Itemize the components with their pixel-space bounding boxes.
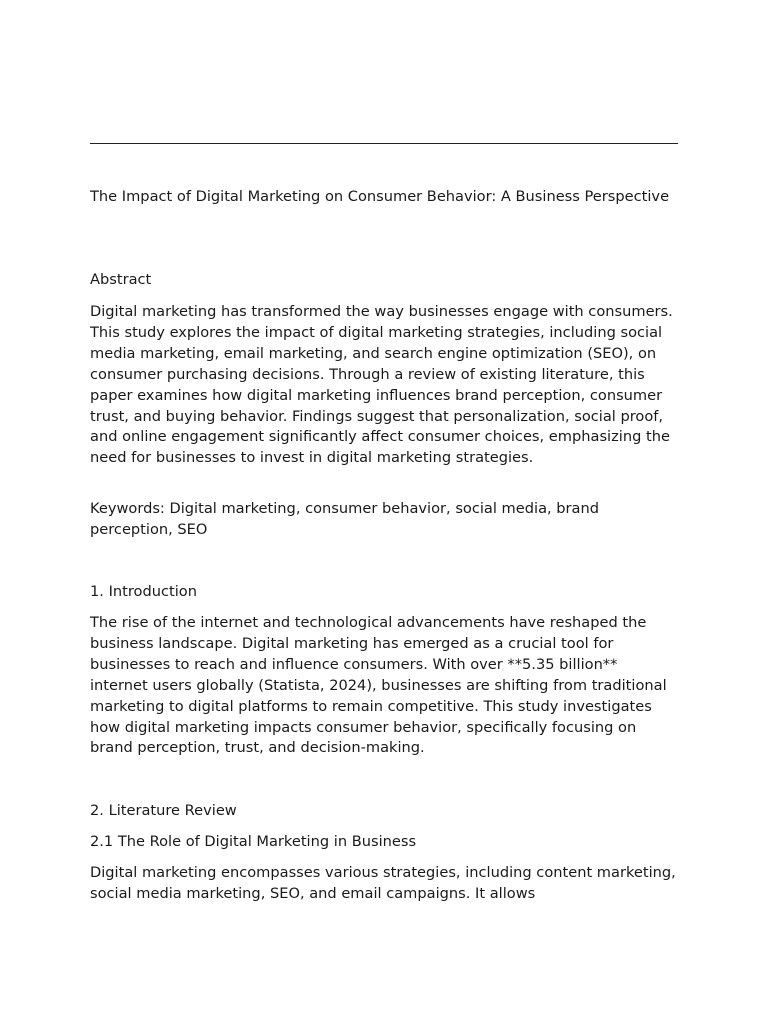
abstract-heading: Abstract	[90, 271, 152, 288]
literature-review-body: Digital marketing encompasses various strategies, including content marketing, social media marketing, SEO, and email campaigns. It allows	[90, 864, 676, 902]
literature-review-heading: 2. Literature Review	[90, 802, 237, 819]
document-title: The Impact of Digital Marketing on Consumer Behavior: A Business Perspective	[90, 188, 670, 205]
keywords-line: Keywords: Digital marketing, consumer behavior, social media, brand perception, SEO	[90, 500, 600, 538]
abstract-body: Digital marketing has transformed the way businesses engage with consumers. This study explores the impact of digital marketing strategies, including social media marketing, email marketing, and search engine optimization (SEO), on consumer purchasing decisions. Through a review of existing literature, this paper examines how digital marketing influences brand perception, consumer trust, and buying behavior. Findings suggest that personalization, social proof, and online engagement significantly affect consumer choices, emphasizing the need for businesses to invest in digital marketing strategies.	[90, 303, 673, 467]
header-rule	[90, 143, 678, 144]
literature-review-subheading: 2.1 The Role of Digital Marketing in Business	[90, 833, 417, 850]
introduction-body: The rise of the internet and technological advancements have reshaped the business landscape. Digital marketing has emerged as a crucial tool for businesses to reach and influence consumers. With over **5.35 billion** internet users globally (Statista, 2024), businesses are shifting from traditional marketing to digital platforms to remain competitive. This study investigates how digital marketing impacts consumer behavior, specifically focusing on brand perception, trust, and decision-making.	[90, 614, 667, 757]
introduction-heading: 1. Introduction	[90, 583, 197, 600]
